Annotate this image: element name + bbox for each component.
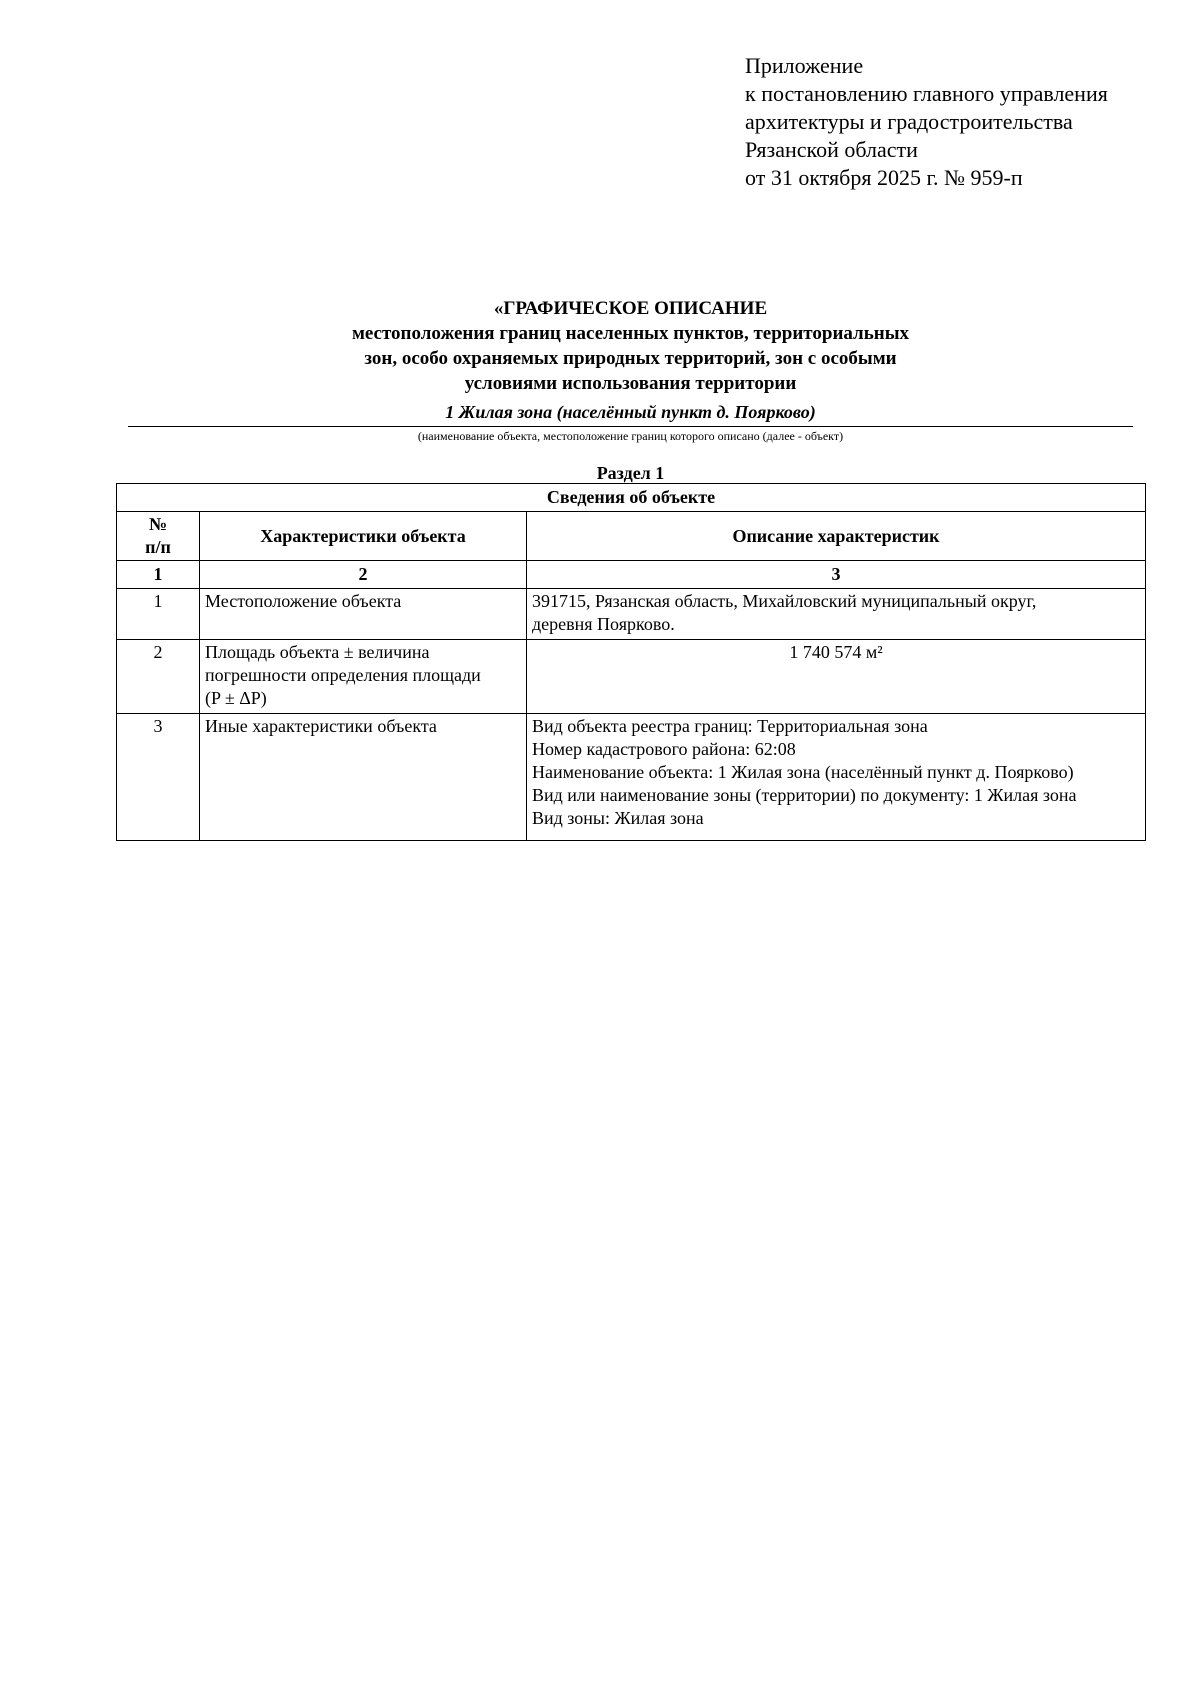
object-name-caption: (наименование объекта, местоположение границ которого описано (далее - объект) bbox=[417, 429, 844, 443]
row-number: 2 bbox=[117, 640, 200, 714]
row-number: 1 bbox=[117, 589, 200, 640]
row-description: 391715, Рязанская область, Михайловский муниципальный округ, деревня Поярково. bbox=[527, 589, 1146, 640]
document-title bbox=[128, 296, 1133, 396]
row-description: Вид объекта реестра границ: Территориальная зона Номер кадастрового района: 62:08 Наименование объекта: 1 Жилая зона (населённый пункт д. Поярково) Вид или наименование зоны (территории) по документу: 1 Жилая зона Вид зоны: Жилая зона bbox=[527, 714, 1146, 841]
appendix-block bbox=[745, 52, 1108, 192]
table-header-row bbox=[117, 512, 1146, 561]
title-line: зон, особо охраняемых природных территорий, зон с особыми bbox=[364, 348, 897, 369]
header-characteristics: Характеристики объекта bbox=[200, 512, 527, 561]
row-area-value: 1 740 574 м² bbox=[527, 640, 1146, 714]
header-num-line1: № bbox=[148, 514, 168, 534]
table-caption: Сведения об объекте bbox=[117, 484, 1146, 512]
appendix-line: архитектуры и градостроительства bbox=[745, 109, 1073, 134]
title-line: «ГРАФИЧЕСКОЕ ОПИСАНИЕ bbox=[493, 298, 768, 319]
row-characteristic: Местоположение объекта bbox=[200, 589, 527, 640]
appendix-line: к постановлению главного управления bbox=[745, 81, 1108, 106]
object-name-underline bbox=[128, 426, 1133, 427]
table-caption-row bbox=[117, 484, 1146, 512]
object-name: 1 Жилая зона (населённый пункт д. Поярково) bbox=[445, 402, 816, 422]
column-number: 2 bbox=[200, 561, 527, 589]
title-line: местоположения границ населенных пунктов, территориальных bbox=[351, 323, 910, 344]
section-title: Раздел 1 bbox=[596, 463, 665, 483]
row-characteristic: Иные характеристики объекта bbox=[200, 714, 527, 841]
appendix-line: Приложение bbox=[745, 53, 864, 78]
row-number: 3 bbox=[117, 714, 200, 841]
header-description: Описание характеристик bbox=[527, 512, 1146, 561]
title-line: условиями использования территории bbox=[464, 373, 797, 394]
table-row bbox=[117, 589, 1146, 640]
appendix-line: Рязанской области bbox=[745, 137, 918, 162]
appendix-date-number: от 31 октября 2025 г. № 959-п bbox=[745, 165, 1023, 190]
column-numbers-row bbox=[117, 561, 1146, 589]
column-number: 3 bbox=[527, 561, 1146, 589]
table-row bbox=[117, 714, 1146, 841]
column-number: 1 bbox=[117, 561, 200, 589]
table-row bbox=[117, 640, 1146, 714]
row-characteristic: Площадь объекта ± величина погрешности определения площади (P ± ΔP) bbox=[200, 640, 527, 714]
object-info-table bbox=[116, 483, 1146, 841]
header-num-line2: п/п bbox=[145, 537, 171, 557]
header-num bbox=[117, 512, 200, 561]
